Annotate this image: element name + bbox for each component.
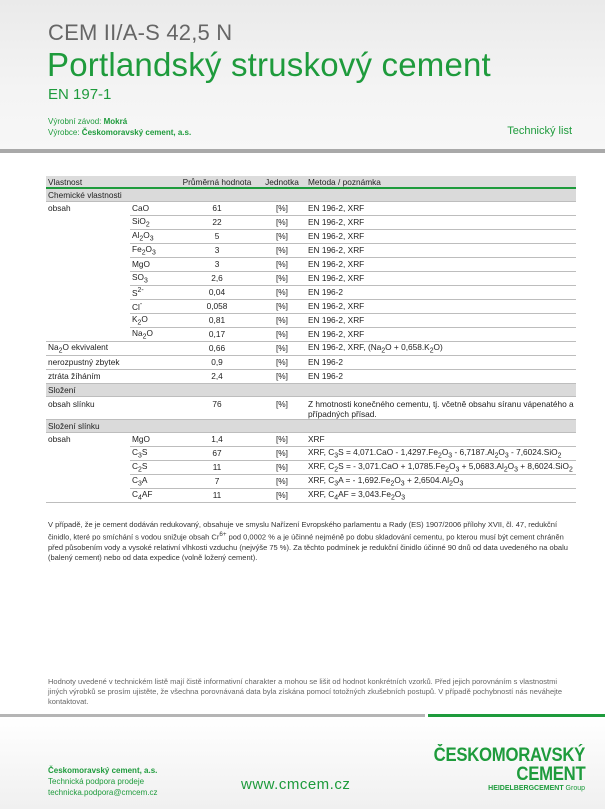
table-row	[46, 229, 576, 243]
row-unit: [%]	[258, 355, 306, 369]
row-method: EN 196-2, XRF, $(Na_2O + 0,658.K_2O)$	[306, 341, 576, 355]
section-title: Chemické vlastnosti	[46, 188, 576, 201]
row-component: CaO	[130, 201, 176, 215]
row-unit: [%]	[258, 341, 306, 355]
table-row	[46, 474, 576, 488]
row-component: $Na_2O$	[130, 327, 176, 341]
row-value: 7	[176, 474, 258, 488]
row-value: 5	[176, 229, 258, 243]
table-row	[46, 285, 576, 299]
row-method: EN 196-2, XRF	[306, 243, 576, 257]
section-title: Složení slínku	[46, 419, 576, 432]
reduction-note: V případě, že je cement dodáván redukovaný, obsahuje ve smyslu Nařízení Evropského parlamentu a Rady (ES) 1907/2006 přílohy XVII, čl. 47, redukční činidlo, které po smíchání s vodou snižuje obsah $Cr^{6+}$ pod 0,0002 % a je účinné nejméně po dobu skladování cementu, po kterou musí být cement chráněn před působením vody a vysoké relativní vlhkosti vzduchu (nejvýše 75 %). Za těchto podmínek je redukční činidlo účinné 90 dnů od data uvedeného na obalu (balený cement) nebo od data expedice (volně ložený cement).	[48, 520, 568, 562]
sheet-type: Technický list	[507, 125, 572, 137]
row-label: ztráta žíháním	[46, 369, 176, 383]
row-component: SiO$_2$	[130, 215, 176, 229]
row-label: nerozpustný zbytek	[46, 355, 176, 369]
row-label	[46, 243, 130, 257]
row-label	[46, 327, 130, 341]
product-code: CEM II/A-S 42,5 N	[48, 20, 233, 45]
row-method: EN 196-2, XRF	[306, 299, 576, 313]
footer-divider-green	[428, 714, 605, 717]
row-label	[46, 271, 130, 285]
table-row	[46, 313, 576, 327]
row-unit: [%]	[258, 488, 306, 502]
table-row	[46, 341, 576, 355]
row-component: $C_3S$	[130, 446, 176, 460]
plant-line	[48, 117, 127, 126]
row-method: Z hmotnosti konečného cementu, tj. včetně obsahu síranu vápenatého a případných přísad.	[306, 396, 576, 419]
row-value: 76	[176, 396, 258, 419]
producer-label: Výrobce:	[48, 128, 82, 137]
row-component: $C_4AF$	[130, 488, 176, 502]
table-row	[46, 460, 576, 474]
col-header-value: Průměrná hodnota	[176, 176, 258, 188]
company-logo	[415, 745, 585, 795]
row-method: XRF, $C_3S = 4,071.CaO - 1,4297.Fe_2O_3 - 6,7187.Al_2O_3 - 7,6024.SiO_2$	[306, 446, 576, 460]
product-norm: EN 197-1	[48, 86, 112, 103]
row-unit: [%]	[258, 257, 306, 271]
row-component: Cl-	[130, 299, 176, 313]
row-label	[46, 299, 130, 313]
row-label	[46, 285, 130, 299]
row-value: 0,66	[176, 341, 258, 355]
row-label: obsah slínku	[46, 396, 176, 419]
row-method: EN 196-2, XRF	[306, 327, 576, 341]
footer-web-link[interactable]: www.cmcem.cz	[241, 776, 351, 793]
row-label	[46, 460, 130, 474]
row-label	[46, 215, 130, 229]
row-label: obsah	[48, 434, 71, 445]
section-title: Složení	[46, 383, 576, 396]
section-row	[46, 188, 576, 201]
row-method: EN 196-2, XRF	[306, 313, 576, 327]
row-method: EN 196-2, XRF	[306, 229, 576, 243]
row-value: 22	[176, 215, 258, 229]
row-value: 0,81	[176, 313, 258, 327]
footer-support: Technická podpora prodeje	[48, 777, 145, 786]
col-header-unit: Jednotka	[258, 176, 306, 188]
table-row	[46, 369, 576, 383]
table-row	[46, 201, 576, 215]
row-label: obsah	[48, 203, 71, 214]
row-value: 11	[176, 460, 258, 474]
row-component: $Fe_2O_3$	[130, 243, 176, 257]
row-method: EN 196-2, XRF	[306, 257, 576, 271]
producer-line	[48, 128, 191, 137]
row-value: 1,4	[176, 432, 258, 446]
row-method: XRF, $C_3A$ = - $1,692.Fe_2O_3 + 2,6504.Al_2O_3$	[306, 474, 576, 488]
row-label: $Na_2O$ ekvivalent	[46, 341, 176, 355]
row-unit: [%]	[258, 285, 306, 299]
row-component: $SO_3$	[130, 271, 176, 285]
row-component: MgO	[130, 257, 176, 271]
row-component: MgO	[130, 432, 176, 446]
table-row	[46, 432, 576, 446]
row-method: EN 196-2, XRF	[306, 201, 576, 215]
table-header-row	[46, 176, 576, 188]
row-value: 2,4	[176, 369, 258, 383]
col-header-blank	[130, 176, 176, 188]
row-method: EN 196-2, XRF	[306, 271, 576, 285]
col-header-property: Vlastnost	[46, 176, 130, 188]
logo-line-3	[488, 785, 585, 792]
section-row	[46, 383, 576, 396]
row-unit: [%]	[258, 243, 306, 257]
row-component: $Al_2O_3$	[130, 229, 176, 243]
row-value: 2,6	[176, 271, 258, 285]
row-unit: [%]	[258, 313, 306, 327]
table-row	[46, 327, 576, 341]
logo-line-2: CEMENT	[515, 764, 585, 785]
row-value: 0,9	[176, 355, 258, 369]
row-value: 3	[176, 257, 258, 271]
document-header	[0, 0, 605, 150]
table-row	[46, 488, 576, 502]
row-component: $K_2O$	[130, 313, 176, 327]
table-row	[46, 396, 576, 419]
row-method: EN 196-2	[306, 285, 576, 299]
plant-label: Výrobní závod:	[48, 117, 104, 126]
row-unit: [%]	[258, 474, 306, 488]
row-unit: [%]	[258, 460, 306, 474]
table-row	[46, 299, 576, 313]
row-unit: [%]	[258, 432, 306, 446]
row-component: $S^{2-}$	[130, 285, 176, 299]
row-label	[46, 446, 130, 460]
row-unit: [%]	[258, 215, 306, 229]
table-row	[46, 243, 576, 257]
row-unit: [%]	[258, 271, 306, 285]
properties-table	[46, 176, 576, 503]
table-row	[46, 257, 576, 271]
logo-group-suffix: Group	[563, 785, 585, 792]
row-value: 11	[176, 488, 258, 502]
row-method: XRF, $C_2S$ = - $3,071.CaO + 1,0785.Fe_2O_3 + 5,0683.Al_2O_3 + 8,6024.SiO_2$	[306, 460, 576, 474]
table-row	[46, 446, 576, 460]
header-divider	[0, 149, 605, 153]
row-label	[46, 474, 130, 488]
row-component: $C_3A$	[130, 474, 176, 488]
row-method: EN 196-2, XRF	[306, 215, 576, 229]
producer-value: Českomoravský cement, a.s.	[81, 128, 192, 137]
row-component: $C_2S$	[130, 460, 176, 474]
row-unit: [%]	[258, 299, 306, 313]
section-row	[46, 419, 576, 432]
row-unit: [%]	[258, 327, 306, 341]
row-value: 0,058	[176, 299, 258, 313]
row-value: 61	[176, 201, 258, 215]
row-label	[46, 488, 130, 502]
footer-divider-gray	[0, 714, 425, 717]
row-unit: [%]	[258, 396, 306, 419]
plant-value: Mokrá	[103, 117, 128, 126]
row-method: EN 196-2	[306, 355, 576, 369]
row-method: XRF	[306, 432, 576, 446]
disclaimer: Hodnoty uvedené v technickém listě mají čistě informativní charakter a mohou se lišit od hodnot konkrétních vzorků. Před jejich porovnáním s vlastnostmi jiných výrobků se prosím ujistěte, že všechna porovnávaná data byla získána pomocí totožných zkušebních postupů. V případě pochybností nás neváhejte kontaktovat.	[48, 677, 563, 706]
product-title: Portlandský struskový cement	[47, 46, 491, 83]
row-method: EN 196-2	[306, 369, 576, 383]
footer-email-link[interactable]: technicka.podpora@cmcem.cz	[48, 788, 158, 797]
row-unit: [%]	[258, 229, 306, 243]
logo-line-1: ČESKOMORAVSKÝ	[433, 745, 585, 766]
row-value: 0,17	[176, 327, 258, 341]
row-unit: [%]	[258, 201, 306, 215]
row-label	[46, 257, 130, 271]
col-header-method: Metoda / poznámka	[306, 176, 576, 188]
table-row	[46, 215, 576, 229]
row-value: 67	[176, 446, 258, 460]
row-unit: [%]	[258, 369, 306, 383]
row-value: 0,04	[176, 285, 258, 299]
footer-company: Českomoravský cement, a.s.	[48, 766, 158, 775]
logo-group-name: HEIDELBERGCEMENT	[488, 785, 564, 792]
row-label	[46, 313, 130, 327]
row-label	[46, 229, 130, 243]
row-unit: [%]	[258, 446, 306, 460]
row-method: XRF, $C_4AF = 3,043.Fe_2O_3$	[306, 488, 576, 502]
row-value: 3	[176, 243, 258, 257]
table-row	[46, 355, 576, 369]
table-row	[46, 271, 576, 285]
